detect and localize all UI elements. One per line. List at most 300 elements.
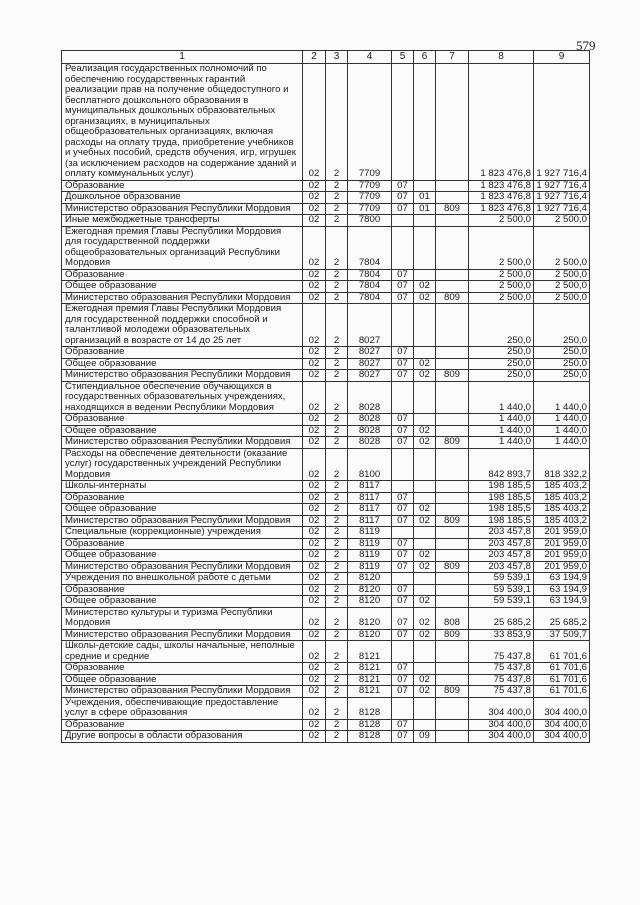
ministry-code-cell [436, 448, 469, 481]
table-row [62, 481, 590, 493]
chapter-code-cell: 07 [392, 607, 414, 629]
section-code-cell: 02 [303, 226, 326, 269]
article-code-cell: 7804 [348, 281, 392, 293]
section-code-cell: 02 [303, 573, 326, 585]
group-code-cell: 2 [326, 269, 348, 281]
chapter-code-cell: 07 [392, 425, 414, 437]
article-code-cell: 8027 [348, 370, 392, 382]
ministry-code-cell [436, 281, 469, 293]
chapter-code-cell: 07 [392, 203, 414, 215]
amount-year-2-cell: 2 500,0 [534, 269, 590, 281]
amount-year-2-cell: 1 440,0 [534, 381, 590, 414]
ministry-code-cell [436, 414, 469, 426]
group-code-cell: 2 [326, 641, 348, 663]
chapter-code-cell: 07 [392, 370, 414, 382]
amount-year-2-cell: 201 959,0 [534, 550, 590, 562]
article-code-cell: 8119 [348, 527, 392, 539]
amount-year-1-cell: 2 500,0 [469, 269, 534, 281]
group-code-cell: 2 [326, 358, 348, 370]
article-code-cell: 8027 [348, 304, 392, 347]
section-code-cell: 02 [303, 481, 326, 493]
subsection-code-cell [414, 584, 436, 596]
table-row [62, 641, 590, 663]
table-row [62, 425, 590, 437]
table-row [62, 731, 590, 743]
subsection-code-cell [414, 573, 436, 585]
section-code-cell: 02 [303, 550, 326, 562]
section-code-cell: 02 [303, 64, 326, 181]
row-name-cell: Специальные (коррекционные) учреждения [62, 527, 303, 539]
amount-year-1-cell: 75 437,8 [469, 674, 534, 686]
amount-year-2-cell: 201 959,0 [534, 538, 590, 550]
amount-year-2-cell: 250,0 [534, 347, 590, 359]
ministry-code-cell [436, 215, 469, 227]
table-row [62, 358, 590, 370]
row-name-cell: Общее образование [62, 596, 303, 608]
table-row [62, 304, 590, 347]
chapter-code-cell [392, 215, 414, 227]
table-row [62, 719, 590, 731]
chapter-code-cell: 07 [392, 550, 414, 562]
amount-year-2-cell: 185 403,2 [534, 504, 590, 516]
subsection-code-cell: 02 [414, 674, 436, 686]
subsection-code-cell: 01 [414, 203, 436, 215]
article-code-cell: 8120 [348, 607, 392, 629]
subsection-code-cell: 02 [414, 607, 436, 629]
amount-year-1-cell: 59 539,1 [469, 596, 534, 608]
chapter-code-cell [392, 697, 414, 719]
row-name-cell: Образование [62, 584, 303, 596]
amount-year-1-cell: 2 500,0 [469, 215, 534, 227]
ministry-code-cell [436, 663, 469, 675]
table-row [62, 686, 590, 698]
section-code-cell: 02 [303, 641, 326, 663]
amount-year-1-cell: 1 823 476,8 [469, 192, 534, 204]
amount-year-2-cell: 304 400,0 [534, 719, 590, 731]
group-code-cell: 2 [326, 370, 348, 382]
chapter-code-cell [392, 226, 414, 269]
subsection-code-cell [414, 180, 436, 192]
ministry-code-cell [436, 64, 469, 181]
article-code-cell: 8128 [348, 731, 392, 743]
row-name-cell: Ежегодная премия Главы Республики Мордовия для государственной поддержки общеобразовательных организаций Республики Мордовия [62, 226, 303, 269]
group-code-cell: 2 [326, 504, 348, 516]
row-name-cell: Школы-интернаты [62, 481, 303, 493]
row-name-cell: Стипендиальное обеспечение обучающихся в государственных образовательных учреждениях, находящихся в ведении Республики Мордовия [62, 381, 303, 414]
chapter-code-cell: 07 [392, 538, 414, 550]
table-row [62, 203, 590, 215]
section-code-cell: 02 [303, 596, 326, 608]
section-code-cell: 02 [303, 358, 326, 370]
header-cell: 3 [326, 51, 348, 64]
amount-year-2-cell: 2 500,0 [534, 215, 590, 227]
amount-year-1-cell: 1 823 476,8 [469, 64, 534, 181]
header-cell: 2 [303, 51, 326, 64]
amount-year-1-cell: 59 539,1 [469, 573, 534, 585]
amount-year-2-cell: 185 403,2 [534, 492, 590, 504]
article-code-cell: 7709 [348, 64, 392, 181]
chapter-code-cell [392, 64, 414, 181]
group-code-cell: 2 [326, 573, 348, 585]
row-name-cell: Министерство образования Республики Мордовия [62, 437, 303, 449]
article-code-cell: 8120 [348, 596, 392, 608]
amount-year-1-cell: 203 457,8 [469, 561, 534, 573]
group-code-cell: 2 [326, 492, 348, 504]
group-code-cell: 2 [326, 347, 348, 359]
amount-year-1-cell: 2 500,0 [469, 226, 534, 269]
subsection-code-cell [414, 64, 436, 181]
section-code-cell: 02 [303, 515, 326, 527]
section-code-cell: 02 [303, 414, 326, 426]
subsection-code-cell [414, 448, 436, 481]
chapter-code-cell: 07 [392, 561, 414, 573]
ministry-code-cell [436, 192, 469, 204]
article-code-cell: 8119 [348, 538, 392, 550]
ministry-code-cell [436, 492, 469, 504]
amount-year-1-cell: 1 823 476,8 [469, 203, 534, 215]
amount-year-2-cell: 2 500,0 [534, 226, 590, 269]
section-code-cell: 02 [303, 281, 326, 293]
article-code-cell: 7800 [348, 215, 392, 227]
amount-year-1-cell: 250,0 [469, 304, 534, 347]
section-code-cell: 02 [303, 686, 326, 698]
ministry-code-cell [436, 425, 469, 437]
chapter-code-cell: 07 [392, 596, 414, 608]
ministry-code-cell [436, 538, 469, 550]
ministry-code-cell: 809 [436, 370, 469, 382]
ministry-code-cell [436, 481, 469, 493]
amount-year-1-cell: 304 400,0 [469, 731, 534, 743]
group-code-cell: 2 [326, 686, 348, 698]
article-code-cell: 8027 [348, 358, 392, 370]
header-row [62, 51, 590, 64]
table-row [62, 504, 590, 516]
article-code-cell: 8117 [348, 492, 392, 504]
table-row [62, 192, 590, 204]
ministry-code-cell [436, 731, 469, 743]
article-code-cell: 8121 [348, 641, 392, 663]
table-row [62, 64, 590, 181]
table-row [62, 492, 590, 504]
group-code-cell: 2 [326, 304, 348, 347]
subsection-code-cell: 02 [414, 358, 436, 370]
group-code-cell: 2 [326, 515, 348, 527]
amount-year-1-cell: 1 440,0 [469, 414, 534, 426]
group-code-cell: 2 [326, 697, 348, 719]
amount-year-2-cell: 25 685,2 [534, 607, 590, 629]
amount-year-1-cell: 75 437,8 [469, 641, 534, 663]
article-code-cell: 8028 [348, 425, 392, 437]
subsection-code-cell: 02 [414, 629, 436, 641]
table-row [62, 347, 590, 359]
article-code-cell: 7804 [348, 292, 392, 304]
amount-year-1-cell: 203 457,8 [469, 550, 534, 562]
section-code-cell: 02 [303, 425, 326, 437]
table-row [62, 269, 590, 281]
table-row [62, 448, 590, 481]
header-cell: 5 [392, 51, 414, 64]
section-code-cell: 02 [303, 584, 326, 596]
table-row [62, 281, 590, 293]
section-code-cell: 02 [303, 731, 326, 743]
ministry-code-cell [436, 596, 469, 608]
amount-year-2-cell: 185 403,2 [534, 481, 590, 493]
subsection-code-cell: 02 [414, 425, 436, 437]
header-cell: 7 [436, 51, 469, 64]
ministry-code-cell: 809 [436, 437, 469, 449]
row-name-cell: Дошкольное образование [62, 192, 303, 204]
ministry-code-cell [436, 347, 469, 359]
subsection-code-cell: 02 [414, 515, 436, 527]
amount-year-2-cell: 2 500,0 [534, 281, 590, 293]
row-name-cell: Общее образование [62, 674, 303, 686]
row-name-cell: Общее образование [62, 425, 303, 437]
table-row [62, 561, 590, 573]
ministry-code-cell: 809 [436, 292, 469, 304]
subsection-code-cell [414, 215, 436, 227]
group-code-cell: 2 [326, 527, 348, 539]
group-code-cell: 2 [326, 64, 348, 181]
ministry-code-cell [436, 226, 469, 269]
row-name-cell: Образование [62, 269, 303, 281]
amount-year-1-cell: 198 185,5 [469, 515, 534, 527]
subsection-code-cell [414, 304, 436, 347]
group-code-cell: 2 [326, 674, 348, 686]
article-code-cell: 8100 [348, 448, 392, 481]
section-code-cell: 02 [303, 381, 326, 414]
table-row [62, 596, 590, 608]
amount-year-2-cell: 185 403,2 [534, 515, 590, 527]
ministry-code-cell [436, 641, 469, 663]
subsection-code-cell [414, 719, 436, 731]
chapter-code-cell [392, 573, 414, 585]
article-code-cell: 8128 [348, 697, 392, 719]
header-cell: 8 [469, 51, 534, 64]
chapter-code-cell [392, 304, 414, 347]
section-code-cell: 02 [303, 538, 326, 550]
subsection-code-cell [414, 381, 436, 414]
chapter-code-cell [392, 381, 414, 414]
row-name-cell: Министерство образования Республики Мордовия [62, 561, 303, 573]
chapter-code-cell: 07 [392, 674, 414, 686]
chapter-code-cell: 07 [392, 437, 414, 449]
section-code-cell: 02 [303, 719, 326, 731]
amount-year-1-cell: 59 539,1 [469, 584, 534, 596]
section-code-cell: 02 [303, 437, 326, 449]
row-name-cell: Учреждения по внешкольной работе с детьми [62, 573, 303, 585]
ministry-code-cell: 809 [436, 561, 469, 573]
group-code-cell: 2 [326, 215, 348, 227]
amount-year-2-cell: 1 927 716,4 [534, 192, 590, 204]
chapter-code-cell: 07 [392, 719, 414, 731]
group-code-cell: 2 [326, 203, 348, 215]
amount-year-2-cell: 37 509,7 [534, 629, 590, 641]
amount-year-2-cell: 250,0 [534, 304, 590, 347]
section-code-cell: 02 [303, 215, 326, 227]
chapter-code-cell: 07 [392, 584, 414, 596]
amount-year-1-cell: 2 500,0 [469, 292, 534, 304]
row-name-cell: Министерство образования Республики Мордовия [62, 292, 303, 304]
group-code-cell: 2 [326, 584, 348, 596]
ministry-code-cell: 809 [436, 515, 469, 527]
amount-year-1-cell: 198 185,5 [469, 481, 534, 493]
group-code-cell: 2 [326, 414, 348, 426]
row-name-cell: Общее образование [62, 281, 303, 293]
subsection-code-cell [414, 663, 436, 675]
amount-year-2-cell: 63 194,9 [534, 584, 590, 596]
subsection-code-cell: 02 [414, 292, 436, 304]
section-code-cell: 02 [303, 663, 326, 675]
amount-year-1-cell: 1 823 476,8 [469, 180, 534, 192]
table-row [62, 629, 590, 641]
ministry-code-cell [436, 269, 469, 281]
ministry-code-cell [436, 573, 469, 585]
row-name-cell: Общее образование [62, 550, 303, 562]
amount-year-2-cell: 1 927 716,4 [534, 180, 590, 192]
section-code-cell: 02 [303, 448, 326, 481]
chapter-code-cell: 07 [392, 663, 414, 675]
table-row [62, 584, 590, 596]
amount-year-1-cell: 250,0 [469, 358, 534, 370]
section-code-cell: 02 [303, 492, 326, 504]
table-row [62, 292, 590, 304]
subsection-code-cell [414, 226, 436, 269]
table-row [62, 550, 590, 562]
amount-year-1-cell: 1 440,0 [469, 381, 534, 414]
group-code-cell: 2 [326, 550, 348, 562]
page-number: 579 [576, 38, 596, 53]
amount-year-1-cell: 198 185,5 [469, 504, 534, 516]
article-code-cell: 7709 [348, 192, 392, 204]
amount-year-2-cell: 63 194,9 [534, 573, 590, 585]
section-code-cell: 02 [303, 561, 326, 573]
row-name-cell: Другие вопросы в области образования [62, 731, 303, 743]
ministry-code-cell: 809 [436, 203, 469, 215]
chapter-code-cell: 07 [392, 269, 414, 281]
chapter-code-cell: 07 [392, 731, 414, 743]
group-code-cell: 2 [326, 596, 348, 608]
header-cell: 6 [414, 51, 436, 64]
amount-year-1-cell: 1 440,0 [469, 437, 534, 449]
amount-year-1-cell: 75 437,8 [469, 686, 534, 698]
section-code-cell: 02 [303, 292, 326, 304]
ministry-code-cell [436, 381, 469, 414]
group-code-cell: 2 [326, 448, 348, 481]
amount-year-1-cell: 33 853,9 [469, 629, 534, 641]
amount-year-2-cell: 818 332,2 [534, 448, 590, 481]
amount-year-2-cell: 250,0 [534, 358, 590, 370]
table-row [62, 370, 590, 382]
ministry-code-cell [436, 504, 469, 516]
subsection-code-cell [414, 347, 436, 359]
table-row [62, 226, 590, 269]
amount-year-1-cell: 2 500,0 [469, 281, 534, 293]
group-code-cell: 2 [326, 719, 348, 731]
row-name-cell: Министерство образования Республики Мордовия [62, 629, 303, 641]
article-code-cell: 8121 [348, 686, 392, 698]
table-row [62, 437, 590, 449]
subsection-code-cell: 02 [414, 504, 436, 516]
ministry-code-cell [436, 719, 469, 731]
amount-year-1-cell: 250,0 [469, 370, 534, 382]
amount-year-1-cell: 1 440,0 [469, 425, 534, 437]
group-code-cell: 2 [326, 281, 348, 293]
subsection-code-cell [414, 538, 436, 550]
subsection-code-cell: 01 [414, 192, 436, 204]
amount-year-2-cell: 2 500,0 [534, 292, 590, 304]
section-code-cell: 02 [303, 269, 326, 281]
subsection-code-cell: 09 [414, 731, 436, 743]
row-name-cell: Школы-детские сады, школы начальные, неполные средние и средние [62, 641, 303, 663]
group-code-cell: 2 [326, 381, 348, 414]
budget-table [61, 50, 590, 743]
row-name-cell: Образование [62, 414, 303, 426]
row-name-cell: Образование [62, 347, 303, 359]
group-code-cell: 2 [326, 663, 348, 675]
chapter-code-cell: 07 [392, 492, 414, 504]
subsection-code-cell [414, 641, 436, 663]
row-name-cell: Министерство образования Республики Мордовия [62, 203, 303, 215]
amount-year-2-cell: 201 959,0 [534, 527, 590, 539]
table-row [62, 663, 590, 675]
ministry-code-cell: 809 [436, 629, 469, 641]
amount-year-2-cell: 61 701,6 [534, 641, 590, 663]
group-code-cell: 2 [326, 192, 348, 204]
subsection-code-cell [414, 492, 436, 504]
table-row [62, 180, 590, 192]
ministry-code-cell [436, 550, 469, 562]
section-code-cell: 02 [303, 629, 326, 641]
section-code-cell: 02 [303, 347, 326, 359]
subsection-code-cell: 02 [414, 596, 436, 608]
group-code-cell: 2 [326, 561, 348, 573]
group-code-cell: 2 [326, 731, 348, 743]
subsection-code-cell: 02 [414, 437, 436, 449]
chapter-code-cell: 07 [392, 358, 414, 370]
amount-year-2-cell: 304 400,0 [534, 731, 590, 743]
group-code-cell: 2 [326, 180, 348, 192]
article-code-cell: 8117 [348, 504, 392, 516]
chapter-code-cell: 07 [392, 504, 414, 516]
subsection-code-cell: 02 [414, 561, 436, 573]
article-code-cell: 8120 [348, 629, 392, 641]
chapter-code-cell [392, 641, 414, 663]
amount-year-1-cell: 25 685,2 [469, 607, 534, 629]
section-code-cell: 02 [303, 607, 326, 629]
row-name-cell: Министерство культуры и туризма Республики Мордовия [62, 607, 303, 629]
section-code-cell: 02 [303, 180, 326, 192]
table-row [62, 573, 590, 585]
budget-table-container [61, 50, 590, 743]
chapter-code-cell: 07 [392, 192, 414, 204]
row-name-cell: Общее образование [62, 504, 303, 516]
section-code-cell: 02 [303, 370, 326, 382]
row-name-cell: Образование [62, 538, 303, 550]
table-row [62, 674, 590, 686]
amount-year-2-cell: 61 701,6 [534, 674, 590, 686]
ministry-code-cell [436, 697, 469, 719]
chapter-code-cell: 07 [392, 686, 414, 698]
subsection-code-cell: 02 [414, 686, 436, 698]
chapter-code-cell: 07 [392, 281, 414, 293]
subsection-code-cell [414, 481, 436, 493]
row-name-cell: Образование [62, 180, 303, 192]
article-code-cell: 8117 [348, 515, 392, 527]
subsection-code-cell [414, 697, 436, 719]
ministry-code-cell: 808 [436, 607, 469, 629]
amount-year-2-cell: 61 701,6 [534, 686, 590, 698]
article-code-cell: 8119 [348, 550, 392, 562]
